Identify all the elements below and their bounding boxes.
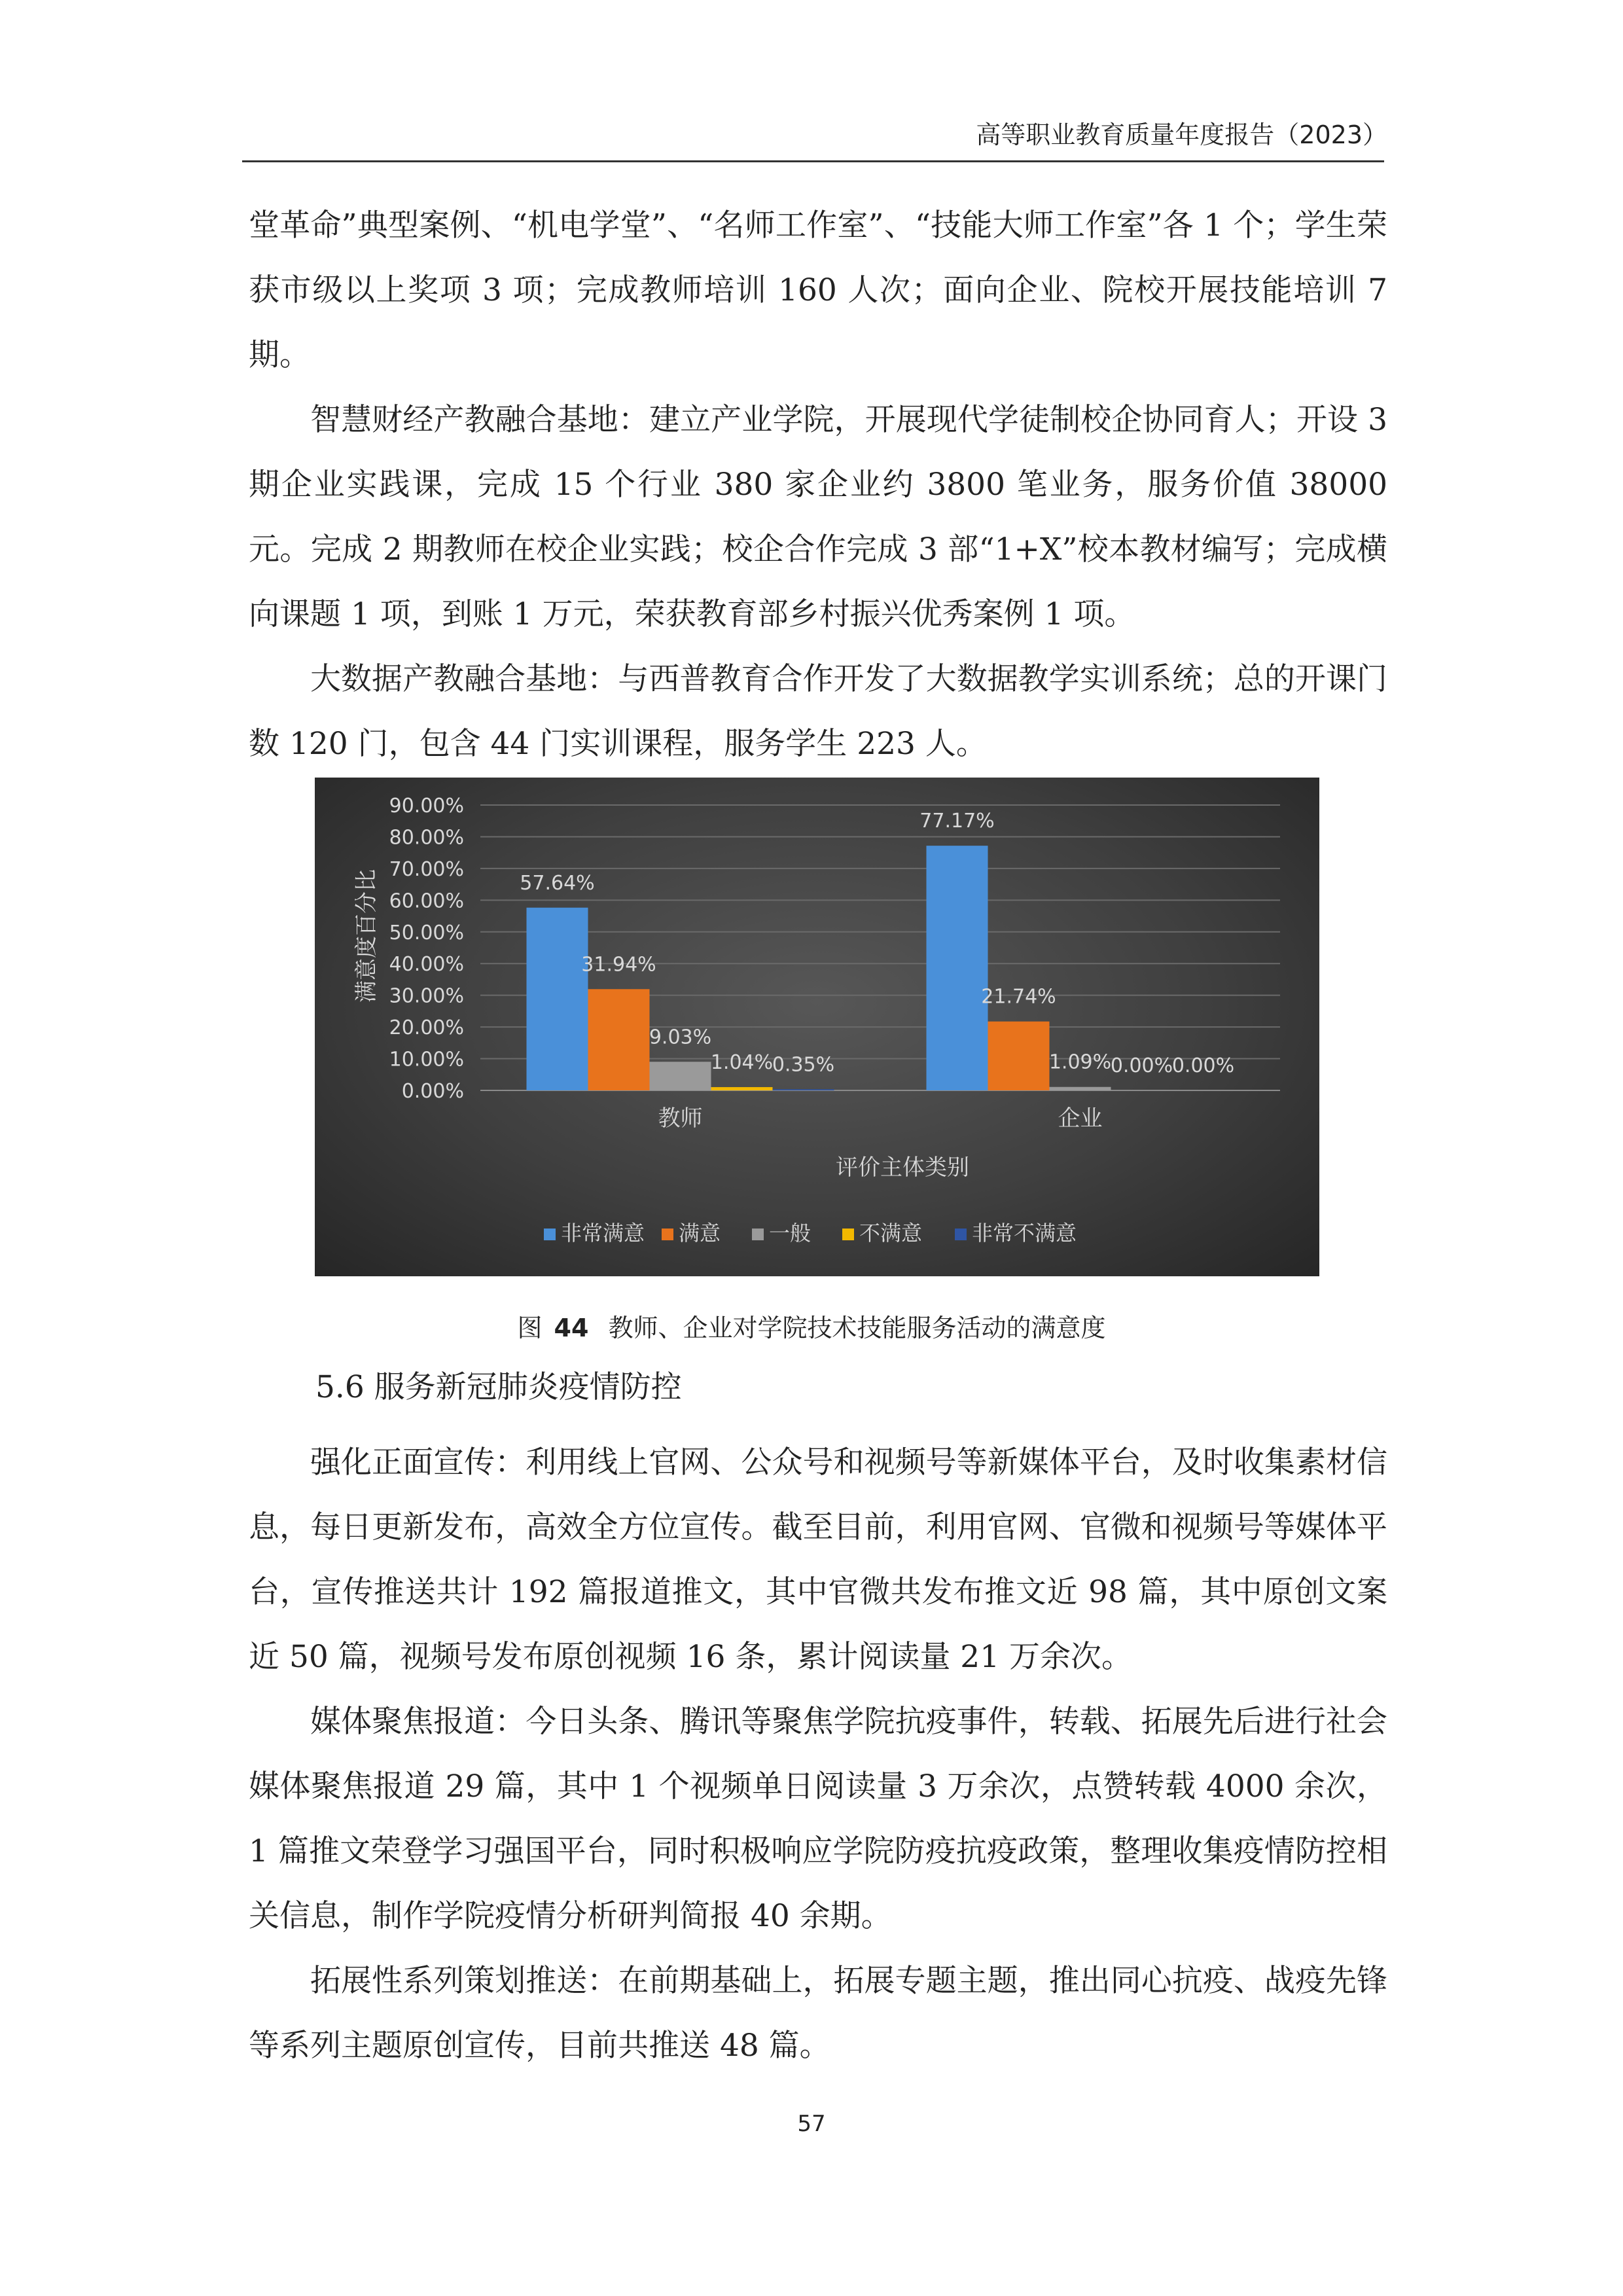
legend-entry: 不满意 bbox=[859, 1221, 923, 1246]
paragraph-finance-base bbox=[249, 387, 1387, 647]
legend-swatch bbox=[662, 1229, 673, 1240]
paragraph-bigdata-base bbox=[249, 647, 1387, 776]
bar-2-0 bbox=[650, 1062, 711, 1090]
paragraph-publicity bbox=[249, 1430, 1387, 1689]
x-axis-title: 评价主体类别 bbox=[836, 1155, 969, 1181]
paragraph-text: 堂革命”典型案例、“机电学堂”、“名师工作室”、“技能大师工作室”各 1 个；学生荣获市级以上奖项 3 项；完成教师培训 160 人次；面向企业、院校开展技能培训 7 期。 bbox=[249, 207, 1387, 373]
y-tick-label: 20.00% bbox=[389, 1016, 464, 1040]
paragraph-lead: 智慧财经产教融合基地： bbox=[310, 402, 649, 438]
paragraph-media bbox=[249, 1689, 1387, 1948]
page-number: 57 bbox=[797, 2111, 826, 2137]
header-divider bbox=[242, 160, 1384, 162]
paragraph-lead: 媒体聚焦报道： bbox=[310, 1704, 526, 1740]
x-category-label: 企业 bbox=[1058, 1105, 1103, 1132]
bar-2-1 bbox=[1050, 1087, 1111, 1090]
running-header: 高等职业教育质量年度报告（2023） bbox=[976, 120, 1387, 149]
satisfaction-chart bbox=[315, 778, 1319, 1276]
data-label: 77.17% bbox=[919, 810, 995, 833]
paragraph-text: 利用线上官网、公众号和视频号等新媒体平台，及时收集素材信息，每日更新发布，高效全方位宣传。截至目前，利用官网、官微和视频号等媒体平台，宣传推送共计 192 篇报道推文，其中官微共发布推文近 98 篇，其中原创文案近 50 篇，视频号发布原创视频 16 条，累计阅读量 21 万余次。 bbox=[249, 1444, 1388, 1675]
chart-svg bbox=[315, 778, 1319, 1276]
bar-0-0 bbox=[527, 908, 588, 1090]
paragraph-text: 与西普教育合作开发了大数据教学实训系统；总的开课门数 120 门，包含 44 门实训课程，服务学生 223 人。 bbox=[249, 661, 1388, 762]
legend-entry: 一般 bbox=[769, 1221, 812, 1246]
legend-swatch bbox=[955, 1229, 967, 1240]
y-tick-label: 30.00% bbox=[389, 984, 464, 1008]
legend-swatch bbox=[544, 1229, 556, 1240]
y-tick-label: 50.00% bbox=[389, 921, 464, 944]
data-label: 0.35% bbox=[772, 1053, 835, 1077]
bar-3-0 bbox=[711, 1087, 773, 1090]
bar-4-0 bbox=[773, 1089, 834, 1090]
data-label: 0.00% bbox=[1110, 1054, 1173, 1077]
data-label: 1.09% bbox=[1048, 1050, 1112, 1074]
figure-number: 44 bbox=[554, 1314, 589, 1342]
legend-entry: 非常不满意 bbox=[972, 1221, 1077, 1246]
paragraph-text: 建立产业学院，开展现代学徒制校企协同育人；开设 3 期企业实践课，完成 15 个行业 380 家企业约 3800 笔业务，服务价值 38000 元。完成 2 期教师在校企业实践；校企合作完成 3 部“1+X”校本教材编写；完成横向课题 1 项，到账 1 万元，荣获教育部乡村振兴优秀案例 1 项。 bbox=[249, 402, 1388, 632]
paragraph-text: 在前期基础上，拓展专题主题，推出同心抗疫、战疫先锋等系列主题原创宣传，目前共推送 48 篇。 bbox=[249, 1963, 1388, 2064]
bar-0-1 bbox=[927, 846, 988, 1090]
legend-swatch bbox=[842, 1229, 854, 1240]
bar-1-0 bbox=[588, 989, 650, 1090]
paragraph-lead: 拓展性系列策划推送： bbox=[310, 1963, 618, 1999]
figure-title: 教师、企业对学院技术技能服务活动的满意度 bbox=[608, 1314, 1106, 1342]
legend-swatch bbox=[752, 1229, 764, 1240]
data-label: 57.64% bbox=[520, 871, 595, 895]
figure-label: 图 bbox=[517, 1314, 543, 1342]
bar-1-1 bbox=[988, 1022, 1050, 1090]
y-tick-label: 80.00% bbox=[389, 826, 464, 850]
paragraph-1 bbox=[249, 193, 1387, 387]
paragraph-series bbox=[249, 1948, 1387, 2078]
data-label: 1.04% bbox=[710, 1050, 774, 1074]
y-tick-label: 10.00% bbox=[389, 1048, 464, 1071]
legend-entry: 满意 bbox=[679, 1221, 721, 1246]
y-tick-label: 90.00% bbox=[389, 795, 464, 817]
paragraph-lead: 强化正面宣传： bbox=[310, 1444, 526, 1480]
paragraph-text: 今日头条、腾讯等聚焦学院抗疫事件，转载、拓展先后进行社会媒体聚焦报道 29 篇，其中 1 个视频单日阅读量 3 万余次，点赞转载 4000 余次，1 篇推文荣登学习强国平台，同时积极响应学院防疫抗疫政策，整理收集疫情防控相关信息，制作学院疫情分析研判简报 40 余期。 bbox=[249, 1704, 1388, 1934]
y-tick-label: 0.00% bbox=[401, 1080, 464, 1103]
y-axis-title: 满意度百分比 bbox=[353, 869, 380, 1003]
section-heading: 5.6 服务新冠肺炎疫情防控 bbox=[315, 1369, 682, 1405]
data-label: 31.94% bbox=[581, 953, 656, 977]
figure-caption bbox=[0, 1308, 1623, 1344]
y-tick-label: 40.00% bbox=[389, 953, 464, 977]
data-label: 21.74% bbox=[981, 985, 1056, 1009]
y-tick-label: 60.00% bbox=[389, 889, 464, 913]
y-tick-label: 70.00% bbox=[389, 857, 464, 881]
data-label: 9.03% bbox=[649, 1026, 712, 1049]
legend-entry: 非常满意 bbox=[561, 1221, 645, 1246]
data-label: 0.00% bbox=[1171, 1054, 1235, 1077]
x-category-label: 教师 bbox=[658, 1105, 703, 1132]
paragraph-lead: 大数据产教融合基地： bbox=[310, 661, 618, 697]
